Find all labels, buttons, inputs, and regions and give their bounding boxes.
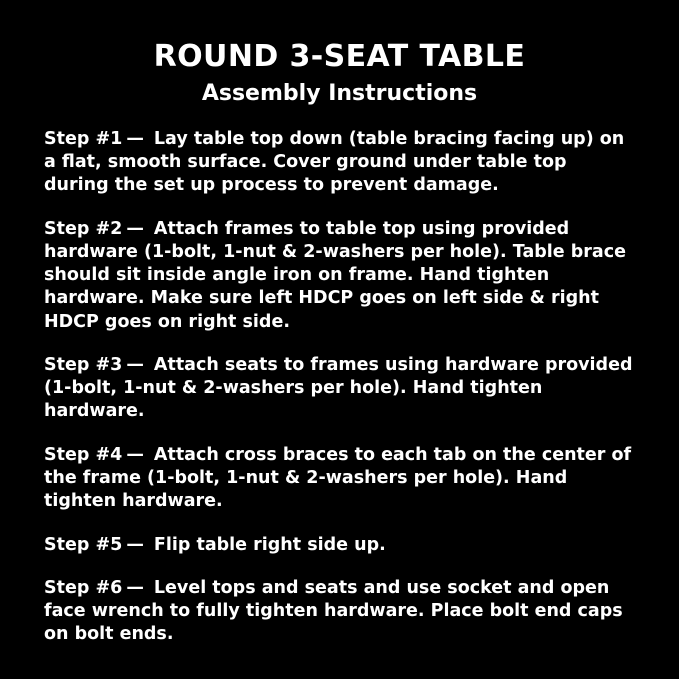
list-item xyxy=(44,218,635,334)
page-title: ROUND 3-SEAT TABLE xyxy=(153,39,526,74)
step-label: Step #5 xyxy=(44,534,123,555)
step-dash: — xyxy=(126,577,144,598)
step-dash: — xyxy=(126,128,144,149)
step-dash: — xyxy=(126,354,144,375)
step-text: Level tops and seats and use socket and open face wrench to fully tighten hardware. Place bolt end caps on bolt ends. xyxy=(44,577,623,645)
list-item xyxy=(44,354,635,424)
step-text: Attach cross braces to each tab on the center of the frame (1-bolt, 1-nut & 2-washers per hole). Hand tighten hardware. xyxy=(44,444,632,512)
page-subtitle: Assembly Instructions xyxy=(201,80,478,106)
step-dash: — xyxy=(126,444,144,465)
steps-list xyxy=(44,128,635,647)
step-dash: — xyxy=(126,218,144,239)
list-item xyxy=(44,534,635,557)
list-item xyxy=(44,577,635,647)
step-text: Attach seats to frames using hardware provided (1-bolt, 1-nut & 2-washers per hole). Hand tighten hardware. xyxy=(44,354,633,422)
step-text: Flip table right side up. xyxy=(153,534,386,555)
step-label: Step #2 xyxy=(44,218,123,239)
step-text: Attach frames to table top using provided hardware (1-bolt, 1-nut & 2-washers per hole). Table brace should sit inside angle iron on frame. Hand tighten hardware. Make sure left HDCP goes on left side & right HDCP goes on right side. xyxy=(44,218,626,332)
step-label: Step #4 xyxy=(44,444,123,465)
step-label: Step #1 xyxy=(44,128,123,149)
list-item xyxy=(44,444,635,514)
step-dash: — xyxy=(126,534,144,555)
step-label: Step #3 xyxy=(44,354,123,375)
step-label: Step #6 xyxy=(44,577,123,598)
list-item xyxy=(44,128,635,198)
step-text: Lay table top down (table bracing facing up) on a flat, smooth surface. Cover ground under table top during the set up process to prevent damage. xyxy=(44,128,625,196)
